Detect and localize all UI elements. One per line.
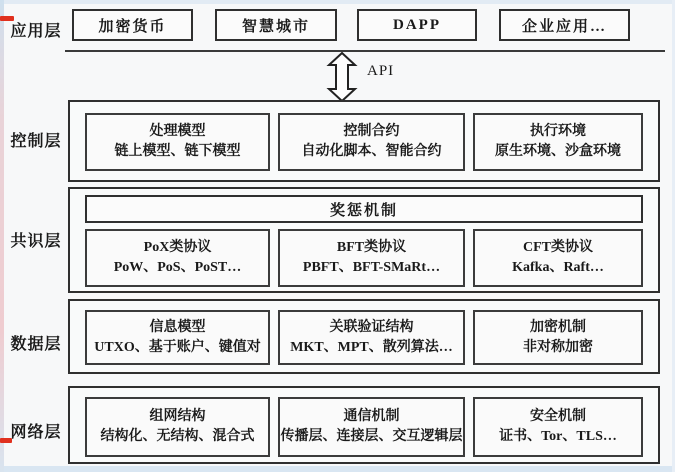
- box-title: 处理模型: [149, 124, 206, 140]
- box-title: 加密机制: [530, 319, 586, 335]
- box-subtitle: 原生环境、沙盒环境: [495, 144, 621, 159]
- data-box-verification-structure: [278, 310, 465, 365]
- app-box-dapp: DAPP: [357, 9, 477, 41]
- layer-label-data: 数据层: [10, 336, 62, 353]
- box-subtitle: 证书、Tor、TLS…: [499, 429, 617, 444]
- app-box-enterprise: 企业应用…: [499, 9, 630, 41]
- api-label: API: [367, 63, 395, 79]
- box-title: 组网结构: [149, 409, 206, 425]
- consensus-layer-box: [68, 187, 660, 293]
- box-title: 控制合约: [343, 124, 400, 140]
- box-title: 关联验证结构: [329, 319, 414, 335]
- control-box-control-contract: [278, 113, 465, 171]
- box-subtitle: MKT、MPT、散列算法…: [290, 339, 453, 355]
- control-layer-box: [68, 100, 660, 182]
- box-title: 信息模型: [149, 319, 206, 335]
- box-title: CFT类协议: [523, 240, 593, 256]
- consensus-box-cft: [473, 229, 643, 287]
- layer-label-network: 网络层: [10, 424, 62, 441]
- box-title: 执行环境: [530, 124, 586, 140]
- box-subtitle: PoW、PoS、PoST…: [113, 260, 242, 275]
- box-subtitle: 传播层、连接层、交互逻辑层: [280, 429, 463, 444]
- box-subtitle: 非对称加密: [523, 339, 593, 355]
- data-layer-box: [68, 299, 660, 374]
- layer-label-application: 应用层: [10, 23, 62, 40]
- box-title: 通信机制: [343, 409, 400, 425]
- network-box-security: [473, 397, 643, 457]
- consensus-banner-incentive-mechanism: 奖惩机制: [85, 195, 643, 223]
- network-box-topology: [85, 397, 270, 457]
- api-double-arrow-icon: [322, 52, 362, 102]
- app-box-smart-city: 智慧城市: [215, 9, 337, 41]
- control-box-execution-environment: [473, 113, 643, 171]
- box-title: 安全机制: [530, 409, 586, 425]
- top-edge-strip: [0, 0, 675, 4]
- control-box-processing-model: [85, 113, 270, 171]
- box-subtitle: UTXO、基于账户、键值对: [94, 339, 261, 355]
- data-box-encryption-mechanism: [473, 310, 643, 365]
- layer-label-control: 控制层: [10, 133, 62, 150]
- network-layer-box: [68, 386, 660, 464]
- network-box-communication: [278, 397, 465, 457]
- layer-label-consensus: 共识层: [10, 233, 62, 250]
- box-title: BFT类协议: [336, 240, 407, 256]
- consensus-box-bft: [278, 229, 465, 287]
- box-title: PoX类协议: [143, 240, 212, 256]
- data-box-information-model: [85, 310, 270, 365]
- box-subtitle: PBFT、BFT-SMaRt…: [302, 260, 441, 275]
- consensus-box-pox: [85, 229, 270, 287]
- bottom-edge-strip: [0, 466, 675, 472]
- app-box-cryptocurrency: 加密货币: [72, 9, 193, 41]
- box-subtitle: 结构化、无结构、混合式: [100, 429, 255, 444]
- box-subtitle: 链上模型、链下模型: [114, 144, 241, 159]
- left-edge-strip: [0, 0, 4, 472]
- box-subtitle: Kafka、Raft…: [512, 260, 604, 275]
- application-separator-line: [65, 50, 665, 52]
- box-subtitle: 自动化脚本、智能合约: [301, 144, 442, 159]
